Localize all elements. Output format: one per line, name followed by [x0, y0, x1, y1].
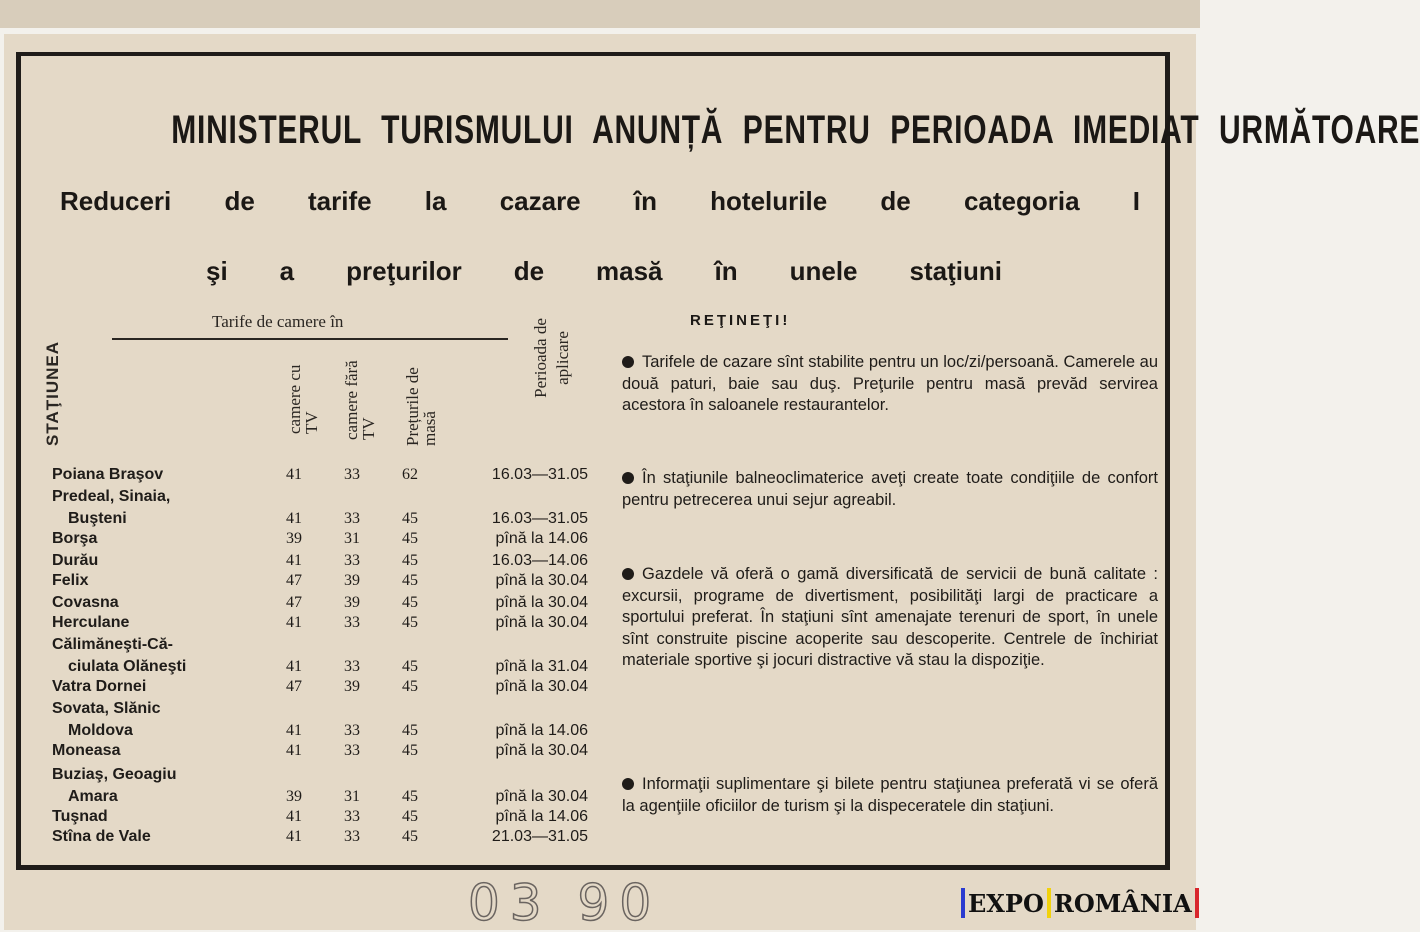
price-without-tv: 33: [344, 722, 360, 739]
table-row: [52, 828, 592, 848]
station-name-prefix: Buziaş, Geoagiu: [52, 766, 177, 783]
subtitle-word: preţurilor: [346, 256, 462, 286]
price-without-tv: 33: [344, 552, 360, 569]
subtitle-word: a: [279, 256, 295, 286]
note-text: Tarifele de cazare sînt stabilite pentru un loc/zi/persoană. Camerele au două paturi, baie sau duş. Preţurile pentru masă prevăd servirea acestora în saloanele restaurantelor.: [622, 353, 1158, 414]
scan-top-strip: [0, 0, 1200, 28]
station-name-prefix: Călimăneşti-Că-: [52, 636, 173, 653]
bullet-icon: [622, 472, 634, 484]
application-period: 16.03—31.05: [491, 510, 588, 527]
station-name-prefix: Predeal, Sinaia,: [52, 488, 171, 505]
table-row: [52, 722, 592, 742]
bullet-icon: [622, 356, 634, 368]
subtitle-word: şi: [206, 256, 228, 286]
subtitle-word: la: [424, 186, 447, 216]
price-without-tv: 33: [344, 808, 360, 825]
subtitle-word: în: [633, 186, 657, 216]
price-with-tv: 41: [286, 742, 302, 759]
price-without-tv: 33: [344, 742, 360, 759]
price-without-tv: 33: [344, 658, 360, 675]
station-name: Stîna de Vale: [52, 828, 151, 845]
station-name: Herculane: [52, 614, 130, 631]
price-without-tv: 33: [344, 828, 360, 845]
subtitle-word: unele: [789, 256, 858, 286]
tariff-group-header: Tarife de camere în: [212, 312, 344, 331]
subtitle-word: masă: [596, 256, 663, 286]
subtitle-word: de: [224, 186, 255, 216]
meal-price: 45: [402, 808, 418, 825]
subtitle-word: I: [1132, 186, 1140, 216]
meal-price: 45: [402, 658, 418, 675]
station-name: Covasna: [52, 594, 119, 611]
meal-price: 45: [402, 742, 418, 759]
meal-price: 45: [402, 828, 418, 845]
meal-price: 45: [402, 722, 418, 739]
price-without-tv: 31: [344, 530, 360, 547]
station-name: Tuşnad: [52, 808, 108, 825]
headline: MINISTERUL TURISMULUI ANUNȚĂ PENTRU PERIOADA IMEDIAT URMĂTOARE: [171, 108, 1420, 152]
station-name: Buşteni: [68, 510, 127, 527]
application-period: pînă la 30.04: [495, 572, 588, 589]
price-with-tv: 47: [286, 572, 302, 589]
application-period: pînă la 30.04: [495, 678, 588, 695]
application-period: pînă la 14.06: [495, 808, 588, 825]
table-row: [52, 742, 592, 762]
subtitle-word: tarife: [308, 186, 372, 216]
subtitle-word: hotelurile: [710, 186, 828, 216]
station-name: Felix: [52, 572, 89, 589]
station-name: Vatra Dornei: [52, 678, 147, 695]
subtitle-word: cazare: [499, 186, 581, 216]
meal-price: 45: [402, 510, 418, 527]
price-without-tv: 33: [344, 510, 360, 527]
meal-price: 45: [402, 614, 418, 631]
station-name-prefix: Sovata, Slănic: [52, 700, 161, 717]
price-with-tv: 41: [286, 614, 302, 631]
bullet-icon: [622, 778, 634, 790]
price-without-tv: 39: [344, 594, 360, 611]
meal-price: 45: [402, 552, 418, 569]
application-period: pînă la 30.04: [495, 614, 588, 631]
application-period: 16.03—31.05: [491, 466, 588, 483]
subtitle-line-1: [60, 186, 1140, 217]
note-paragraph: [622, 774, 1158, 817]
price-with-tv: 47: [286, 594, 302, 611]
table-row: [52, 594, 592, 614]
price-without-tv: 33: [344, 614, 360, 631]
price-with-tv: 47: [286, 678, 302, 695]
expo-romania-logo: [958, 886, 1202, 920]
table-row: [52, 808, 592, 828]
flag-bar-blue: [961, 888, 965, 918]
station-name: Amara: [68, 788, 118, 805]
price-with-tv: 41: [286, 466, 302, 483]
application-period: pînă la 30.04: [495, 742, 588, 759]
price-with-tv: 39: [286, 788, 302, 805]
no-tv-column-header: camere fără TV: [342, 360, 378, 440]
application-period: pînă la 14.06: [495, 530, 588, 547]
application-period: 16.03—14.06: [491, 552, 588, 569]
price-without-tv: 39: [344, 572, 360, 589]
meal-price: 45: [402, 572, 418, 589]
station-name: Durău: [52, 552, 99, 569]
station-column-header: STAŢIUNEA: [43, 340, 62, 446]
subtitle-line-2: [206, 256, 1002, 287]
tv-column-header: camere cu TV: [285, 364, 321, 434]
price-with-tv: 41: [286, 808, 302, 825]
application-period: 21.03—31.05: [491, 828, 588, 845]
meal-price: 45: [402, 678, 418, 695]
station-name: ciulata Olăneşti: [68, 658, 187, 675]
subtitle-word: de: [880, 186, 911, 216]
subtitle-word: în: [714, 256, 738, 286]
note-text: În staţiunile balneoclimaterice aveţi create toate condiţiile de confort pentru petrecerea unui sejur agreabil.: [622, 469, 1158, 509]
flag-bar-yellow: [1047, 888, 1051, 918]
note-text: Informaţii suplimentare şi bilete pentru staţiunea preferată vi se oferă la agenţiile oficiilor de turism şi la dispeceratele din staţiuni.: [622, 775, 1158, 815]
price-with-tv: 41: [286, 658, 302, 675]
table-row: [52, 530, 592, 550]
table-row: [52, 510, 592, 530]
table-row: [52, 614, 592, 634]
note-text: Gazdele vă oferă o gamă diversificată de servicii de bună calitate : excursii, programe de divertisment, posibilităţi largi de practicare a sportului preferat. În staţiuni sînt amenajate terenuri de sport, în unele sînt construite piscine acoperite sau descoperite. Centrele de închiriat materiale sportive şi jocuri distractive vă stau la dispoziţie.: [622, 565, 1158, 669]
application-period: pînă la 31.04: [495, 658, 588, 675]
subtitle-word: categoria: [963, 186, 1080, 216]
meal-price: 45: [402, 788, 418, 805]
price-with-tv: 41: [286, 552, 302, 569]
price-with-tv: 41: [286, 722, 302, 739]
note-paragraph: [622, 468, 1158, 511]
table-row: [52, 678, 592, 698]
subtitle-word: de: [513, 256, 545, 286]
application-period: pînă la 30.04: [495, 594, 588, 611]
flag-bar-red: [1195, 888, 1199, 918]
price-with-tv: 41: [286, 510, 302, 527]
table-row: [52, 552, 592, 572]
subtitle-word: staţiuni: [909, 256, 1002, 286]
price-without-tv: 31: [344, 788, 360, 805]
meal-price: 45: [402, 530, 418, 547]
meal-price: 62: [402, 466, 418, 483]
meal-price: 45: [402, 594, 418, 611]
price-without-tv: 39: [344, 678, 360, 695]
application-period: pînă la 30.04: [495, 788, 588, 805]
meal-price-column-header: Prețurile de masă: [403, 367, 439, 446]
handwritten-date: 03 90: [468, 874, 662, 932]
table-row: [52, 658, 592, 678]
bullet-icon: [622, 568, 634, 580]
station-name: Poiana Braşov: [52, 466, 164, 483]
application-period: pînă la 14.06: [495, 722, 588, 739]
price-with-tv: 39: [286, 530, 302, 547]
notes-heading: REŢINEŢI!: [690, 312, 791, 329]
period-column-header: Perioada de aplicare: [531, 318, 572, 398]
price-without-tv: 33: [344, 466, 360, 483]
price-with-tv: 41: [286, 828, 302, 845]
header-rule: [112, 338, 508, 340]
table-row: [52, 572, 592, 592]
note-paragraph: [622, 564, 1158, 672]
station-name: Moneasa: [52, 742, 121, 759]
subtitle-word: Reduceri: [60, 186, 172, 216]
logo-text-right: ROMÂNIA: [1053, 888, 1192, 918]
note-paragraph: [622, 352, 1158, 417]
logo-text-left: EXPO: [968, 888, 1044, 918]
table-row: [52, 466, 592, 486]
table-row: [52, 788, 592, 808]
station-name: Moldova: [68, 722, 133, 739]
station-name: Borşa: [52, 530, 98, 547]
